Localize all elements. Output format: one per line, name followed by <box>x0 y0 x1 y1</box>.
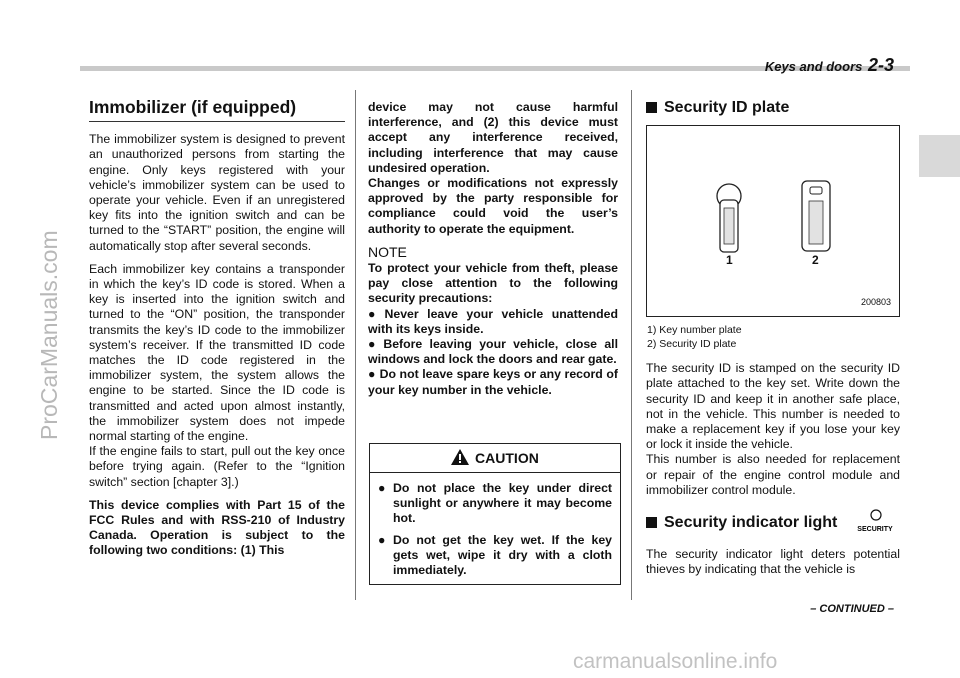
heading-rule <box>89 121 345 122</box>
caution-header <box>370 444 620 473</box>
paragraph: If the engine fails to start, pull out the key once before trying again. (Refer to the “Ignition switch” section [chapter 3].) <box>89 444 345 489</box>
column-3 <box>646 90 900 586</box>
watermark-left: ProCarManuals.com <box>36 230 62 440</box>
security-indicator-icon <box>855 508 895 537</box>
page-header <box>765 55 894 76</box>
fcc-paragraph-continued: device may not cause harmful interference, and (2) this device must accept any interference received, including interference that may cause undesired operation. <box>368 100 618 175</box>
column-1 <box>89 90 345 567</box>
note-title: NOTE <box>368 243 407 260</box>
caution-box <box>369 443 621 585</box>
figure-id: 200803 <box>860 297 891 307</box>
note-item: ● Never leave your vehicle unattended with its keys inside. <box>368 306 618 336</box>
caution-item: ● Do not get the key wet. If the key gets wet, wipe it dry with a cloth immediately. <box>378 532 612 578</box>
header-section: Keys and doors <box>764 59 863 74</box>
caution-title: CAUTION <box>475 450 539 466</box>
section-heading-security-indicator: Security indicator light SECURITY <box>646 508 900 537</box>
caution-item: ● Do not place the key under direct sunlight or anywhere it may become hot. <box>378 481 612 526</box>
figure-label-1: 1 <box>726 253 733 268</box>
figure-label-2: 2 <box>812 253 819 268</box>
square-bullet-icon <box>646 102 657 113</box>
note-item: ● Do not leave spare keys or any record of your key number in the vehicle. <box>368 367 618 397</box>
figure-captions <box>647 323 900 351</box>
key-plates-figure <box>646 125 900 317</box>
watermark-bottom: carmanualsonline.info <box>573 650 778 673</box>
warning-triangle-icon <box>451 446 469 462</box>
paragraph: The security indicator light deters potential thieves by indicating that the vehicle is <box>646 547 900 577</box>
page-number: 2-3 <box>867 55 894 75</box>
note-intro: To protect your vehicle from theft, please pay close attention to the following security precautions: <box>368 261 618 306</box>
paragraph: The immobilizer system is designed to prevent an unauthorized persons from starting the engine. Only keys registered with your vehicle’s immobilizer system can be used to operate your vehicle. Even if an unregistered key fits into the ignition switch and can be turned to the “START” position, the engine will automatically stop after several seconds. <box>89 132 345 253</box>
note-item: ● Before leaving your vehicle, close all windows and lock the doors and rear gate. <box>368 337 618 367</box>
continued-label: – CONTINUED – <box>810 603 894 615</box>
paragraph: Each immobilizer key contains a transponder in which the key’s ID code is stored. When a key is inserted into the ignition switch and turned to the “ON” position, the transponder transmits the key’s ID code to the immobilizer system’s receiver. If the transmitted ID code matches the ID code registered in the immobilizer system, the system allows the engine to be started. Since the ID code is transmitted and acted upon almost instantly, the immobilizer system does not impede normal starting of the engine. <box>89 261 345 444</box>
caption: 2) Security ID plate <box>647 338 737 351</box>
column-divider <box>631 90 632 600</box>
square-bullet-icon <box>646 517 657 528</box>
section-heading-immobilizer: Immobilizer (if equipped) <box>89 97 297 117</box>
caution-list <box>378 481 612 578</box>
section-heading-security-id: Security ID plate <box>646 100 900 115</box>
paragraph: This number is also needed for replacement or repair of the engine control module and immobilizer control module. <box>646 452 900 497</box>
security-icon-label: SECURITY <box>857 526 894 534</box>
fcc-paragraph: This device complies with Part 15 of the FCC Rules and with RSS-210 of Industry Canada. Operation is subject to the following two conditions: (1) This <box>89 497 345 558</box>
chapter-tab <box>919 135 960 177</box>
paragraph: The security ID is stamped on the security ID plate attached to the key set. Write down the security ID and keep it in another safe place, not in the vehicle. This number is needed to make a replacement key if you lose your key or lock it inside the vehicle. <box>646 361 900 452</box>
column-divider <box>355 90 356 600</box>
key-plates-illustration <box>647 126 899 316</box>
column-2 <box>368 90 618 398</box>
caption: 1) Key number plate <box>647 324 742 337</box>
modification-paragraph: Changes or modifications not expressly approved by the party responsible for compliance could void the user’s authority to operate the equipment. <box>368 176 618 236</box>
note-list <box>368 307 618 398</box>
